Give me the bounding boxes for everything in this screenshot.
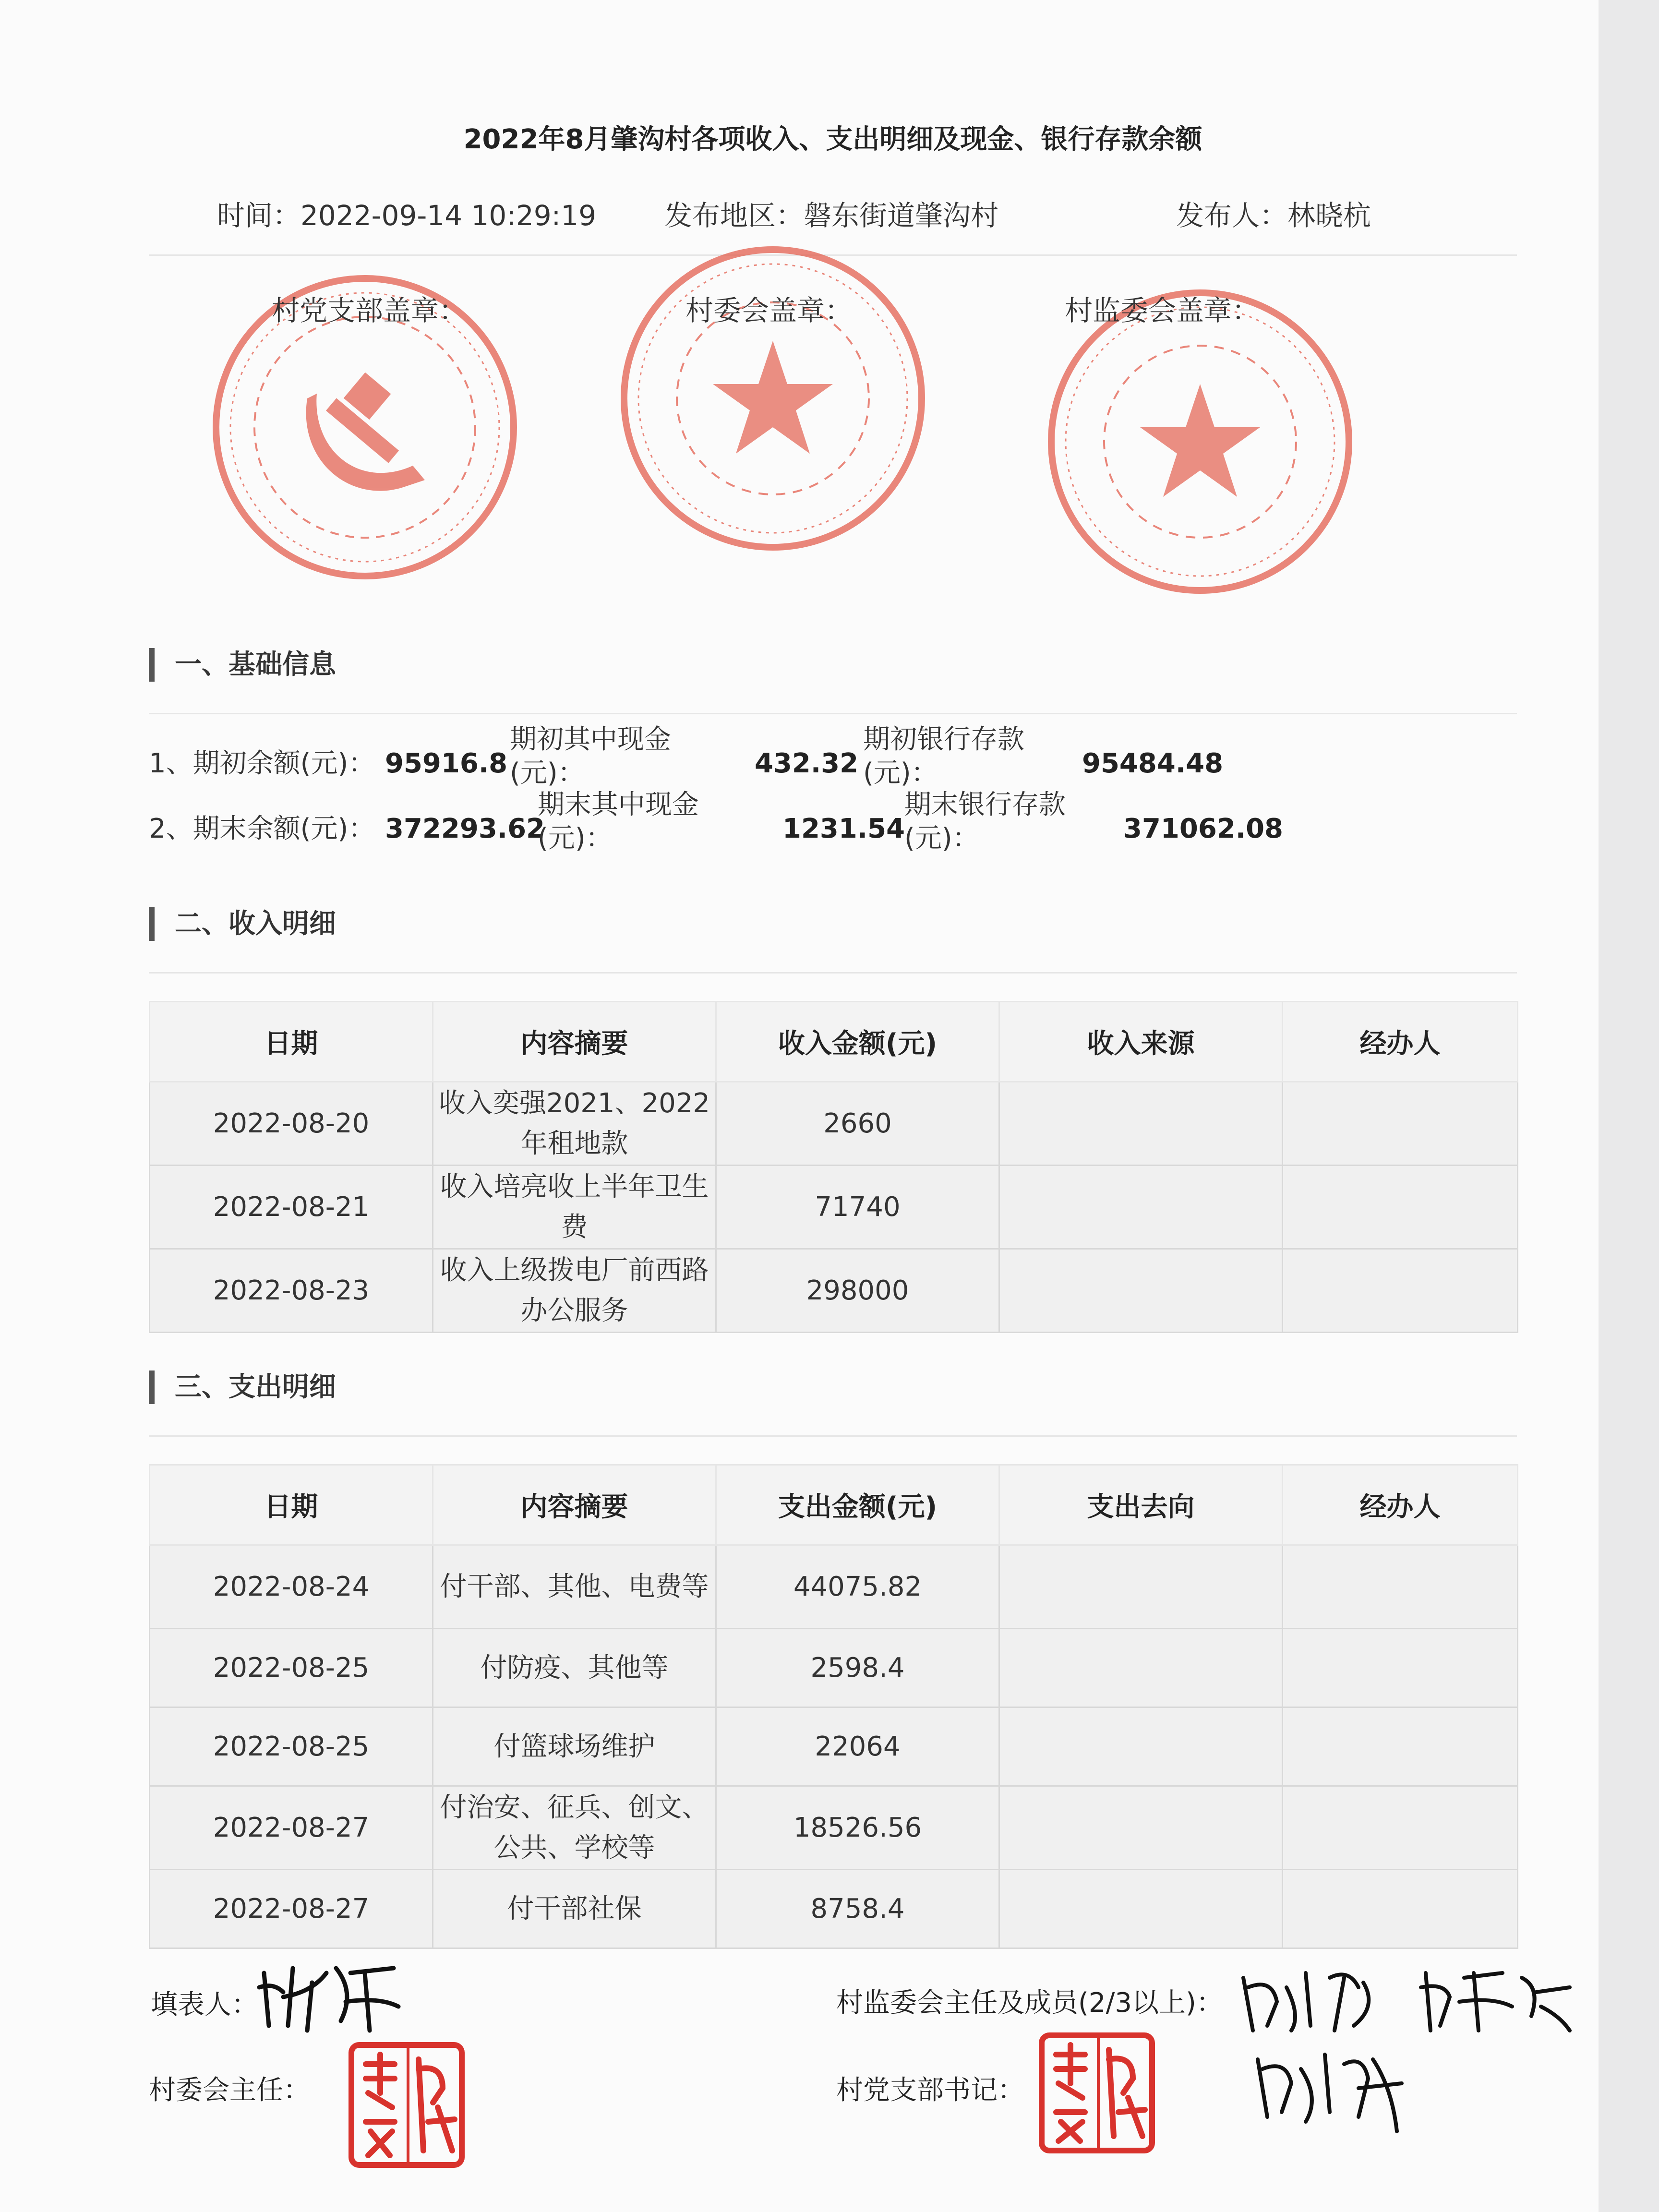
- expense-date: 2022-08-27: [150, 1870, 433, 1948]
- opening-balance-label: 1、期初余额(元)：: [149, 748, 375, 779]
- committee-director-label: 村委会主任：: [149, 2075, 310, 2106]
- supervision-stamp-label: 村监委会盖章：: [1065, 294, 1260, 327]
- expense-col-date: 日期: [150, 1465, 433, 1545]
- expense-col-summary: 内容摘要: [433, 1465, 716, 1545]
- publisher-value: 林晓杭: [1287, 199, 1371, 232]
- party-secretary-label: 村党支部书记：: [836, 2075, 1024, 2106]
- income-amount: 2660: [716, 1082, 999, 1166]
- expense-destination: [999, 1707, 1283, 1786]
- supervision-signatures: [1234, 1959, 1579, 2035]
- expense-summary: 付篮球场维护: [433, 1707, 716, 1786]
- income-date: 2022-08-20: [150, 1082, 433, 1166]
- income-amount: 298000: [716, 1249, 999, 1333]
- publish-region: [664, 193, 998, 233]
- income-row: [150, 1166, 1518, 1249]
- party-secretary-seal: [1037, 2031, 1157, 2155]
- income-col-summary: 内容摘要: [433, 1002, 716, 1082]
- expense-destination: [999, 1629, 1283, 1707]
- committee-director-seal: [347, 2040, 467, 2170]
- filler-label: 填表人：: [151, 1989, 258, 2020]
- expense-table: [149, 1464, 1518, 1949]
- income-amount: 71740: [716, 1166, 999, 1249]
- publish-time: [217, 193, 596, 233]
- income-row: [150, 1249, 1518, 1333]
- income-row: [150, 1082, 1518, 1166]
- village-committee-stamp: [614, 240, 931, 557]
- income-col-source: 收入来源: [999, 1002, 1283, 1082]
- time-value: 2022-09-14 10:29:19: [301, 199, 597, 232]
- expense-col-handler: 经办人: [1283, 1465, 1518, 1545]
- committee-stamp-label: 村委会盖章：: [685, 294, 853, 327]
- document-title: 2022年8月肇沟村各项收入、支出明细及现金、银行存款余额: [463, 124, 1202, 155]
- expense-handler: [1283, 1707, 1518, 1786]
- income-header-row: [150, 1002, 1518, 1082]
- closing-balance-label: 2、期末余额(元)：: [149, 813, 375, 844]
- time-label: 时间：: [217, 199, 301, 232]
- section-expense: 三、支出明细: [149, 1370, 336, 1404]
- expense-destination: [999, 1545, 1283, 1629]
- expense-destination: [999, 1870, 1283, 1948]
- expense-summary: 付防疫、其他等: [433, 1629, 716, 1707]
- income-col-amount: 收入金额(元): [716, 1002, 999, 1082]
- opening-bank-value: 95484.48: [1082, 748, 1224, 779]
- income-col-date: 日期: [150, 1002, 433, 1082]
- divider: [149, 713, 1517, 714]
- party-stamp-label: 村党支部盖章：: [272, 294, 467, 327]
- expense-amount: 8758.4: [716, 1870, 999, 1948]
- expense-destination: [999, 1786, 1283, 1870]
- filler-signature: [254, 1954, 408, 2035]
- income-table: [149, 1001, 1518, 1333]
- expense-col-amount: 支出金额(元): [716, 1465, 999, 1545]
- expense-amount: 18526.56: [716, 1786, 999, 1870]
- closing-bank-label: 期末银行存款(元)：: [904, 789, 1066, 854]
- expense-date: 2022-08-25: [150, 1707, 433, 1786]
- closing-bank-value: 371062.08: [1123, 813, 1283, 844]
- expense-amount: 2598.4: [716, 1629, 999, 1707]
- income-summary: 收入上级拨电厂前西路办公服务: [433, 1249, 716, 1333]
- expense-summary: 付干部社保: [433, 1870, 716, 1948]
- expense-date: 2022-08-27: [150, 1786, 433, 1870]
- expense-handler: [1283, 1870, 1518, 1948]
- region-label: 发布地区：: [664, 199, 804, 232]
- opening-cash-value: 432.32: [755, 748, 859, 779]
- income-source: [999, 1082, 1283, 1166]
- income-source: [999, 1249, 1283, 1333]
- expense-col-destination: 支出去向: [999, 1465, 1283, 1545]
- expense-date: 2022-08-25: [150, 1629, 433, 1707]
- supervision-committee-stamp: [1042, 283, 1358, 600]
- expense-date: 2022-08-24: [150, 1545, 433, 1629]
- expense-row: [150, 1786, 1518, 1870]
- opening-balance-value: 95916.8: [385, 748, 508, 779]
- region-value: 磐东街道肇沟村: [804, 199, 999, 232]
- income-summary: 收入培亮收上半年卫生费: [433, 1166, 716, 1249]
- income-source: [999, 1166, 1283, 1249]
- expense-row: [150, 1629, 1518, 1707]
- publisher-label: 发布人：: [1176, 199, 1288, 232]
- expense-amount: 22064: [716, 1707, 999, 1786]
- expense-row: [150, 1707, 1518, 1786]
- divider: [149, 972, 1517, 974]
- income-summary: 收入奕强2021、2022年租地款: [433, 1082, 716, 1166]
- party-secretary-signature: [1248, 2040, 1411, 2136]
- section-income: 二、收入明细: [149, 907, 336, 941]
- income-handler: [1283, 1249, 1518, 1333]
- expense-summary: 付干部、其他、电费等: [433, 1545, 716, 1629]
- expense-summary: 付治安、征兵、创文、公共、学校等: [433, 1786, 716, 1870]
- expense-handler: [1283, 1545, 1518, 1629]
- opening-bank-label: 期初银行存款(元)：: [863, 724, 1024, 789]
- income-handler: [1283, 1166, 1518, 1249]
- income-handler: [1283, 1082, 1518, 1166]
- publisher: [1176, 193, 1371, 233]
- divider: [149, 1435, 1517, 1437]
- expense-handler: [1283, 1786, 1518, 1870]
- income-date: 2022-08-21: [150, 1166, 433, 1249]
- income-date: 2022-08-23: [150, 1249, 433, 1333]
- expense-row: [150, 1545, 1518, 1629]
- closing-cash-label: 期末其中现金(元)：: [538, 789, 699, 854]
- expense-amount: 44075.82: [716, 1545, 999, 1629]
- supervision-members-label: 村监委会主任及成员(2/3以上)：: [836, 1987, 1223, 2019]
- expense-row: [150, 1870, 1518, 1948]
- income-col-handler: 经办人: [1283, 1002, 1518, 1082]
- section-basic-info: 一、基础信息: [149, 648, 336, 682]
- closing-balance-value: 372293.62: [385, 813, 545, 844]
- expense-handler: [1283, 1629, 1518, 1707]
- closing-cash-value: 1231.54: [782, 813, 905, 844]
- opening-cash-label: 期初其中现金(元)：: [510, 724, 671, 789]
- expense-header-row: [150, 1465, 1518, 1545]
